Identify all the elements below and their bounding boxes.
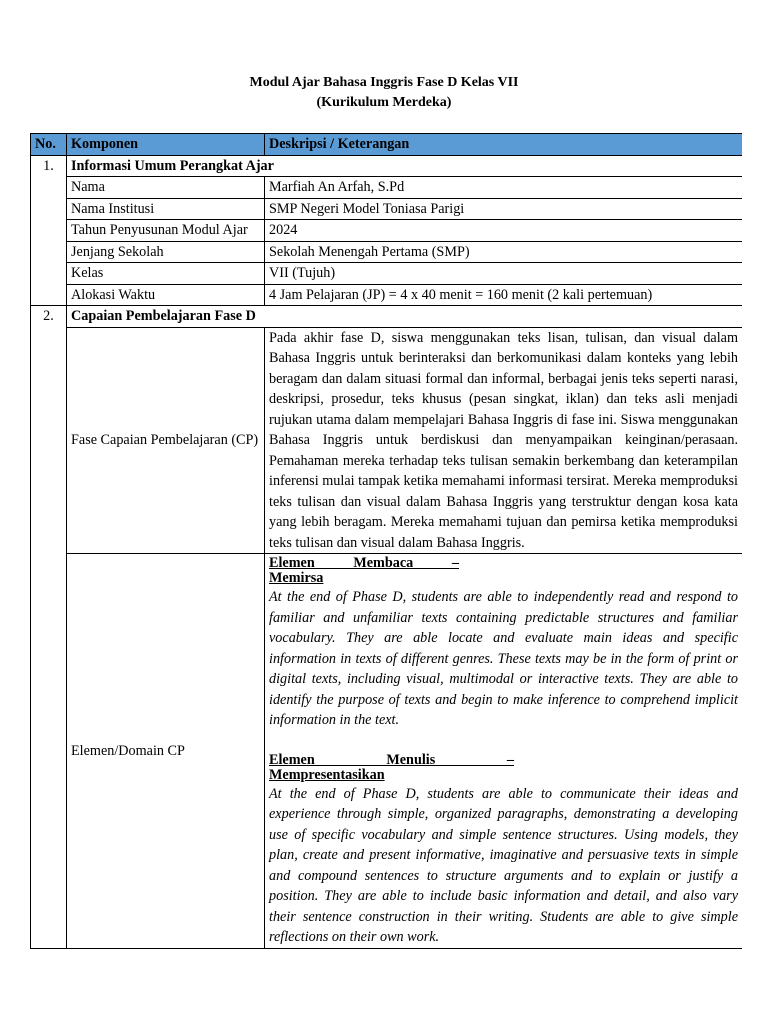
element-2-title: Elemen Menulis – <box>269 751 514 768</box>
row-label: Nama <box>67 177 265 199</box>
row-label: Tahun Penyusunan Modul Ajar <box>67 220 265 242</box>
module-table-container <box>30 133 742 983</box>
title-line-1: Modul Ajar Bahasa Inggris Fase D Kelas VII <box>249 75 519 90</box>
row-label: Kelas <box>67 263 265 285</box>
row-value: 4 Jam Pelajaran (JP) = 4 x 40 menit = 160 menit (2 kali pertemuan) <box>265 284 743 306</box>
table-row <box>31 198 743 220</box>
module-table <box>30 133 742 949</box>
row-value: 2024 <box>265 220 743 242</box>
table-row <box>31 263 743 285</box>
section-2-title: Capaian Pembelajaran Fase D <box>67 306 743 328</box>
document-title <box>0 73 768 113</box>
element-2-subtitle: Mempresentasikan <box>269 766 385 783</box>
spacer <box>269 731 738 751</box>
domain-label: Elemen/Domain CP <box>67 554 265 949</box>
table-row <box>31 241 743 263</box>
table-row <box>31 177 743 199</box>
title-line-2: (Kurikulum Merdeka) <box>316 95 452 110</box>
cp-text: Pada akhir fase D, siswa menggunakan teks lisan, tulisan, dan visual dalam Bahasa Inggris untuk berinteraksi dan berkomunikasi dalam konteks yang lebih beragam dan dalam situasi formal dan informal, berbagai jenis teks seperti narasi, deskripsi, prosedur, teks khusus (pesan singkat, iklan) dan teks asli menjadi rujukan utama dalam mempelajari Bahasa Inggris di fase ini. Siswa menggunakan Bahasa Inggris untuk berdiskusi dan menyampaikan keinginan/perasaan. Pemahaman mereka terhadap teks tulisan semakin berkembang dan keterampilan inferensi mulai tampak ketika memahami informasi tersirat. Mereka memproduksi teks tulisan dan visual dalam Bahasa Inggris yang terstruktur dengan kosa kata yang lebih beragam. Mereka memahami tujuan dan pemirsa ketika memproduksi teks tulisan dan visual dalam Bahasa Inggris. <box>265 327 743 554</box>
element-2-text: At the end of Phase D, students are able to communicate their ideas and experience through simple, organized paragraphs, demonstrating a developing use of specific vocabulary and simple sentence structures. Using models, they plan, create and present informative, imaginative and persuasive texts in simple and compound sentences to structure arguments and to explain or justify a position. They are able to include basic information and detail, and also vary their sentence construction in their writing. Students are able to give simple reflections on their own work. <box>269 785 738 945</box>
table-header-row <box>31 134 743 156</box>
table-row <box>31 284 743 306</box>
row-label: Jenjang Sekolah <box>67 241 265 263</box>
row-value: SMP Negeri Model Toniasa Parigi <box>265 198 743 220</box>
section-1-number: 1. <box>31 155 67 306</box>
row-value: Sekolah Menengah Pertama (SMP) <box>265 241 743 263</box>
section-2-row <box>31 306 743 328</box>
section-1-title: Informasi Umum Perangkat Ajar <box>67 155 743 177</box>
table-row <box>31 554 743 949</box>
domain-content <box>265 554 743 949</box>
cp-label: Fase Capaian Pembelajaran (CP) <box>67 327 265 554</box>
element-1-text: At the end of Phase D, students are able to independently read and respond to familiar and unfamiliar texts containing predictable structures and familiar vocabulary. They are able locate and evaluate main ideas and specific information in texts of different genres. These texts may be in the form of print or digital texts, including visual, multimodal or interactive texts. They are able to identify the purpose of texts and begin to make inference to comprehend implicit information in the text. <box>269 589 738 728</box>
row-label: Nama Institusi <box>67 198 265 220</box>
element-1-subtitle: Memirsa <box>269 570 324 586</box>
row-value: VII (Tujuh) <box>265 263 743 285</box>
section-1-row <box>31 155 743 177</box>
table-row <box>31 220 743 242</box>
element-1-title: Elemen Membaca – <box>269 555 459 571</box>
table-row <box>31 327 743 554</box>
header-deskripsi: Deskripsi / Keterangan <box>265 134 743 156</box>
row-value: Marfiah An Arfah, S.Pd <box>265 177 743 199</box>
section-2-number: 2. <box>31 306 67 949</box>
header-no: No. <box>31 134 67 156</box>
row-label: Alokasi Waktu <box>67 284 265 306</box>
header-komponen: Komponen <box>67 134 265 156</box>
